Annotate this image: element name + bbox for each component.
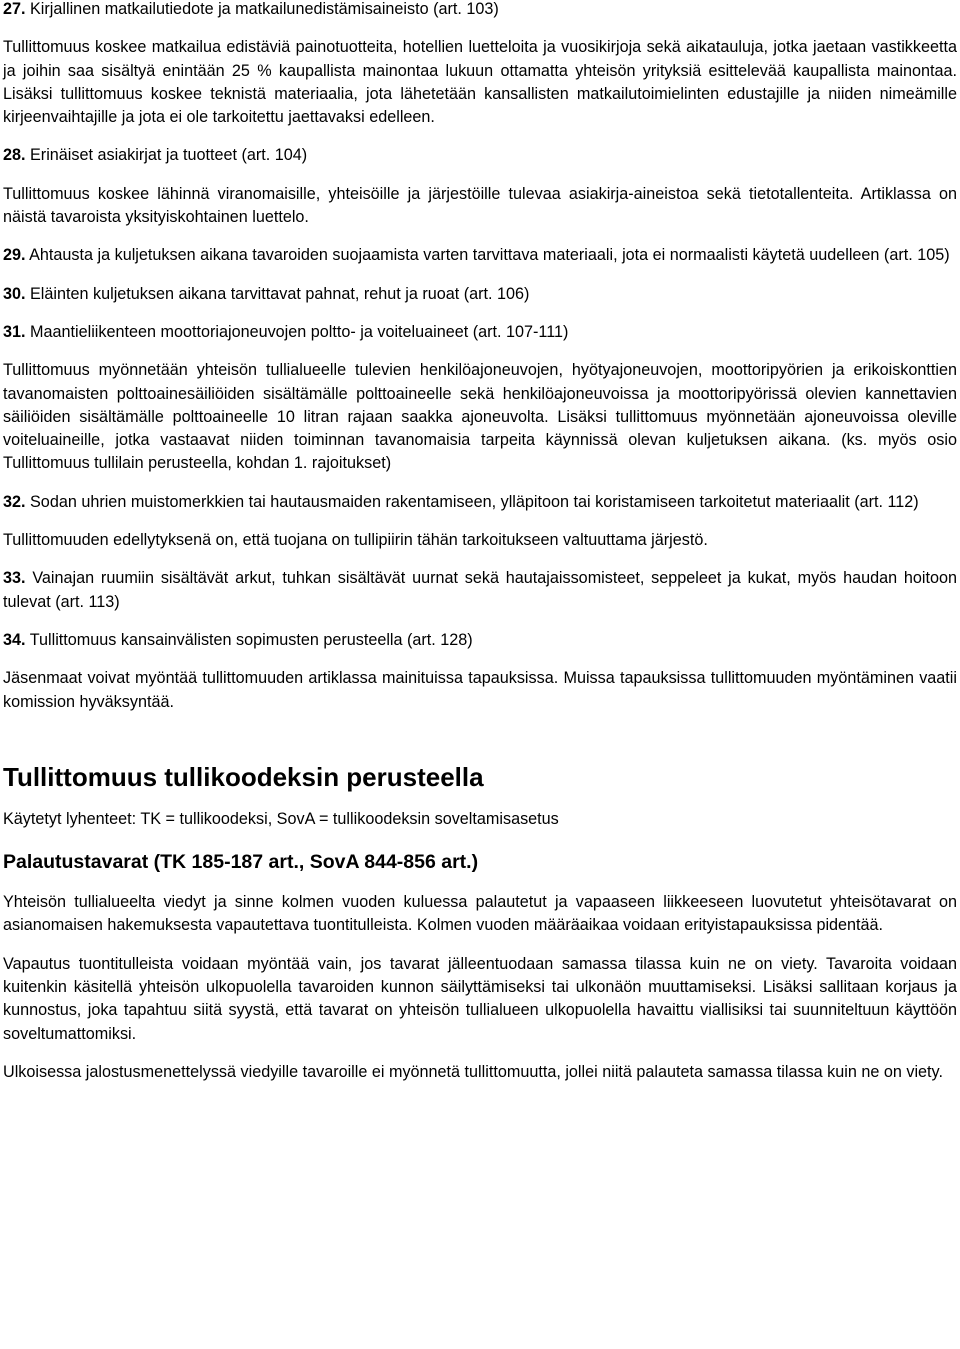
section-32-title: [3, 491, 957, 514]
section-27-body: Tullittomuus koskee matkailua edistäviä painotuotteita, hotellien luetteloita ja vuosikirjoja sekä aikatauluja, jotka jaetaan vastikkeetta ja joihin saa sisältyä enintään 25 % kaupallista mainontaa lukuun ottamatta yhteisön yrityksiä esittelevää kaupallista mainontaa. Lisäksi tullittomuus koskee teknistä materiaalia, jota lähetetään kansallisten matkailutoimielinten edustajille ja niiden nimeämille kirjeenvaihtajille ja jota ei ole tarkoitettu jaettavaksi edelleen.: [3, 38, 957, 127]
section-title-text: Kirjallinen matkailutiedote ja matkailunedistämisaineisto (art. 103): [25, 0, 499, 18]
palautus-paragraph-3: Ulkoisessa jalostusmenettelyssä viedyille tavaroille ei myönnetä tullittomuutta, jollei niitä palauteta samassa tilassa kuin ne on viety.: [3, 1062, 943, 1081]
section-29-title: [3, 244, 957, 267]
section-number: 30.: [3, 284, 26, 303]
section-number: 29.: [3, 246, 26, 265]
palautus-paragraph-1: Yhteisön tullialueelta viedyt ja sinne kolmen vuoden kuluessa palautetut ja vapaaseen liikkeeseen luovutetut yhteisötavarat on asianomaisen hakemuksesta vapautettava tuontitulleista. Kolmen vuoden määräaikaa voidaan erityistapauksissa pidentää.: [3, 893, 957, 935]
section-34-body: Jäsenmaat voivat myöntää tullittomuuden artiklassa mainituissa tapauksissa. Muissa tapauksissa tullittomuuden myöntäminen vaatii komission hyväksyntää.: [3, 669, 957, 711]
abbreviations-text: Käytetyt lyhenteet: TK = tullikoodeksi, SovA = tullikoodeksin soveltamisasetus: [3, 809, 559, 828]
palautus-paragraph-2: Vapautus tuontitulleista voidaan myöntää vain, jos tavarat jälleentuodaan samassa tilassa kuin ne on viety. Tavaroita voidaan kuitenkin käsitellä yhteisön ulkopuolella tavaroiden kunnon säilyttämiseksi tai ulkonäön muuttamiseksi. Lisäksi sallitaan korjaus ja kunnostus, joka tapahtuu siitä syystä, että tavarat on yhteisön tullialueen ulkopuolella havaittu viallisiksi tai suunniteltuun käyttöön soveltumattomiksi.: [3, 954, 957, 1043]
section-title-text: Eläinten kuljetuksen aikana tarvittavat pahnat, rehut ja ruoat (art. 106): [25, 284, 530, 303]
section-27-title: [3, 0, 957, 21]
section-number: 27.: [3, 0, 26, 18]
section-title-text: Ahtausta ja kuljetuksen aikana tavaroiden suojaamista varten tarvittava materiaali, jota ei normaalisti käytetä uudelleen (art. 105): [25, 246, 950, 265]
section-number: 32.: [3, 492, 26, 511]
section-title-text: Erinäiset asiakirjat ja tuotteet (art. 104): [25, 146, 308, 165]
section-31-title: [3, 321, 957, 344]
section-31-body: Tullittomuus myönnetään yhteisön tullialueelle tulevien henkilöajoneuvojen, hyötyajoneuvojen, moottoripyörien ja erikoiskonttien tavanomaisten polttoainesäiliöiden sisältämälle polttoaineelle sekä henkilöajoneuvoissa ja moottoripyörissä olevien kannettavien säiliöiden sisältämälle polttoaineelle 10 litran rajaan saakka ajoneuvolta. Lisäksi tullittomuus myönnetään ajoneuvoissa oleville voiteluaineille, jotka vastaavat niiden toiminnan tavanomaisia tarpeita käynnissä olevan kuljetuksen aikana. (ks. myös osio Tullittomuus tullilain perusteella, kohdan 1. rajoitukset): [3, 361, 957, 473]
sub-heading: Palautustavarat (TK 185-187 art., SovA 844-856 art.): [3, 851, 479, 874]
section-title-text: Maantieliikenteen moottoriajoneuvojen poltto- ja voiteluaineet (art. 107-111): [25, 322, 569, 341]
section-30-title: [3, 283, 957, 306]
section-number: 34.: [3, 630, 26, 649]
section-number: 33.: [3, 569, 26, 588]
section-32-body: Tullittomuuden edellytyksenä on, että tuojana on tullipiirin tähän tarkoitukseen valtuuttama järjestö.: [3, 531, 708, 550]
section-number: 28.: [3, 146, 26, 165]
section-33-title: [3, 567, 957, 614]
section-title-text: Sodan uhrien muistomerkkien tai hautausmaiden rakentamiseen, ylläpitoon tai koristamiseen tarkoitetut materiaalit (art. 112): [25, 492, 919, 511]
section-34-title: [3, 629, 957, 652]
section-28-body: Tullittomuus koskee lähinnä viranomaisille, yhteisöille ja järjestöille tulevaa asiakirja-aineistoa sekä tietotallenteita. Artiklassa on näistä tavaroista yksityiskohtainen luettelo.: [3, 184, 957, 227]
section-number: 31.: [3, 322, 26, 341]
section-28-title: [3, 144, 957, 167]
document-page: [3, 0, 957, 1084]
section-title-text: Vainajan ruumiin sisältävät arkut, tuhkan sisältävät uurnat sekä hautajaissomisteet, seppeleet ja kukat, myös haudan hoitoon tulevat (art. 113): [3, 569, 957, 611]
section-title-text: Tullittomuus kansainvälisten sopimusten perusteella (art. 128): [25, 630, 473, 649]
main-heading: Tullittomuus tullikoodeksin perusteella: [3, 761, 484, 792]
